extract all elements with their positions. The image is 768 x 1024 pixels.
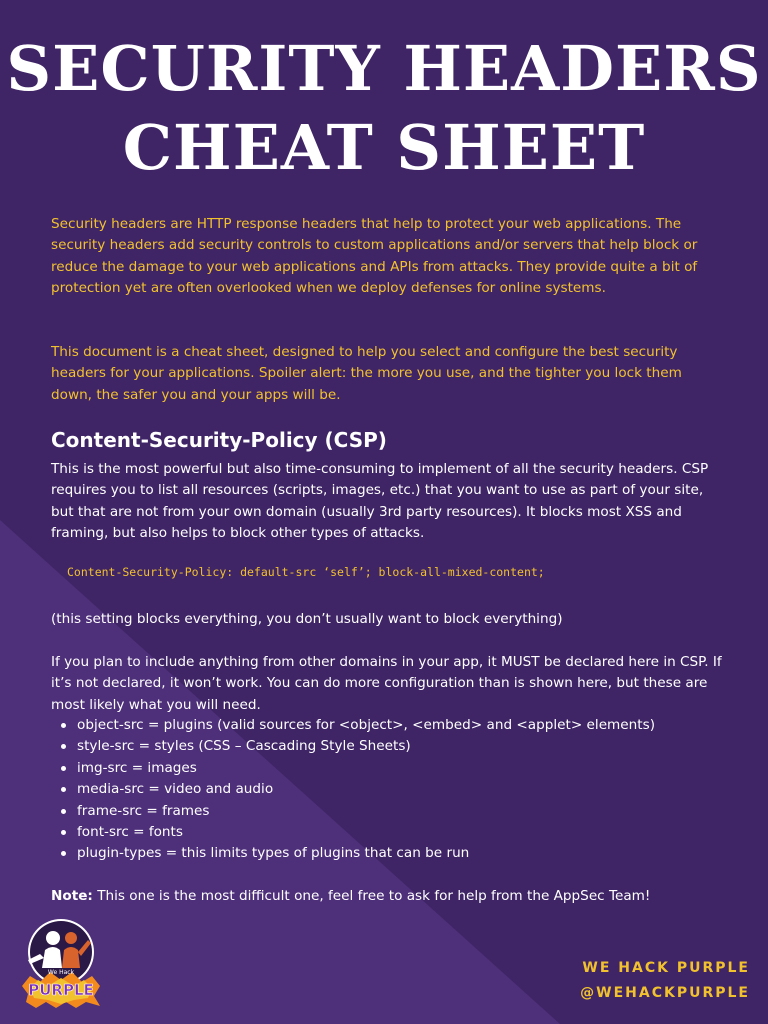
csp-final-note: [51, 886, 723, 907]
logo-small-text: We Hack: [47, 969, 75, 976]
note-text: This one is the most difficult one, feel free to ask for help from the AppSec Team!: [92, 888, 651, 904]
csp-code-note: (this setting blocks everything, you don’t usually want to block everything): [51, 611, 563, 627]
logo-big-text: PURPLE: [28, 981, 94, 999]
list-item: [51, 843, 723, 864]
directive-text: img-src = images: [77, 759, 197, 776]
csp-code-example: Content-Security-Policy: default-src ‘self’; block-all-mixed-content;: [67, 565, 545, 579]
csp-directive-list: [51, 715, 723, 865]
bullet-icon: [61, 830, 66, 835]
list-item: [51, 801, 723, 822]
directive-text: font-src = fonts: [77, 824, 183, 841]
list-item: [51, 715, 723, 736]
page-title-line-2: CHEAT SHEET: [122, 111, 646, 184]
directive-text: object-src = plugins (valid sources for <object>, <embed> and <applet> elements): [77, 717, 655, 733]
note-label: Note:: [51, 888, 93, 904]
bullet-icon: [61, 723, 66, 728]
list-item: [51, 779, 723, 800]
bullet-icon: [61, 766, 66, 771]
directive-text: style-src = styles (CSS – Cascading Style Sheets): [77, 738, 411, 755]
brand-name: WE HACK PURPLE: [582, 960, 750, 976]
directive-text: plugin-types = this limits types of plugins that can be run: [77, 845, 470, 862]
bullet-icon: [61, 744, 66, 749]
we-hack-purple-logo: [18, 916, 104, 1008]
brand-handle: @WEHACKPURPLE: [580, 985, 750, 1001]
list-item: [51, 822, 723, 843]
list-item: [51, 736, 723, 757]
csp-heading: Content-Security-Policy (CSP): [51, 428, 387, 452]
csp-description: This is the most powerful but also time-consuming to implement of all the security headers. CSP requires you to list all resources (scripts, images, etc.) that you want to use as part of your site, but that are not from your own domain (usually 3rd party resources). It blocks most XSS and framing, but also helps to block other types of attacks.: [51, 461, 709, 542]
page-title-line-1: SECURITY HEADERS: [6, 32, 762, 105]
list-item: [51, 758, 723, 779]
bullet-icon: [61, 787, 66, 792]
intro-paragraph-1: Security headers are HTTP response headers that help to protect your web applications. The security headers add security controls to custom applications and/or servers that help block or reduce the damage to your web applications and APIs from attacks. They provide quite a bit of protection yet are often overlooked when we deploy defenses for online systems.: [51, 216, 698, 297]
directive-text: media-src = video and audio: [77, 781, 274, 798]
intro-paragraph-2: This document is a cheat sheet, designed to help you select and configure the best security headers for your applications. Spoiler alert: the more you use, and the tighter you lock them down, the safer you and your apps will be.: [51, 344, 682, 403]
bullet-icon: [61, 809, 66, 814]
directive-text: frame-src = frames: [77, 802, 210, 819]
bullet-icon: [61, 851, 66, 856]
csp-plan-paragraph: If you plan to include anything from other domains in your app, it MUST be declared here in CSP. If it’s not declared, it won’t work. You can do more configuration than is shown here, but these are most likely what you will need.: [51, 654, 722, 713]
